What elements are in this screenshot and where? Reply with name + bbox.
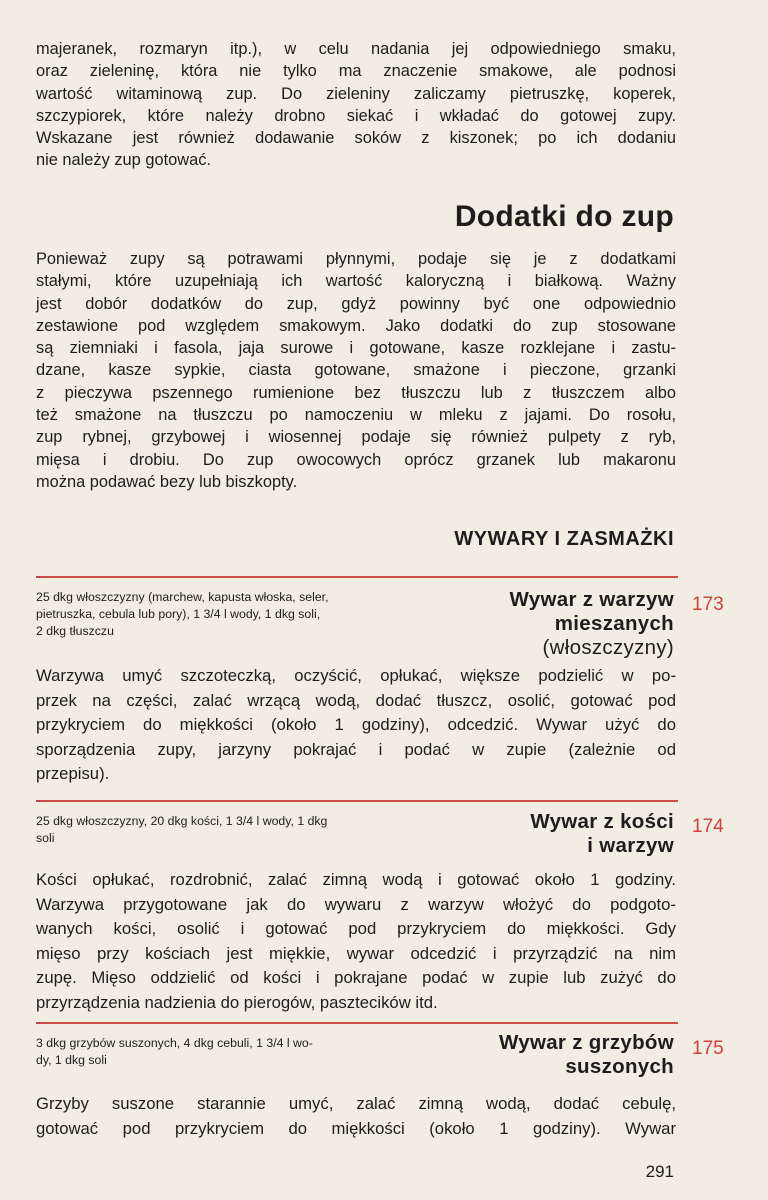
intro-paragraph [36,38,676,172]
recipe-title-line: Wywar z warzyw [509,588,674,611]
ingredients-line: pietruszka, cebula lub pory), 1 3/4 l wody, 1 dkg soli, [36,607,321,621]
text-line: z pieczywa pszennego rumienione bez tłuszczu lub z tłuszczem albo [36,383,676,402]
text-line: przek na części, zalać wrzącą wodą, dodać tłuszcz, osolić, gotować pod [36,690,676,710]
text-line: mięso przy kościach jest miękkie, wywar odcedzić i przyrządzić na nim [36,943,676,963]
text-line: zupę. Mięso oddzielić od kości i pokrajane podać w zupie lub zużyć do [36,968,676,987]
text-line: wanych kości, osolić i gotować pod przykryciem do miękkości. Gdy [36,919,676,938]
recipe-title-line: i warzyw [587,834,674,857]
recipe-body [36,868,676,1015]
section-title: Dodatki do zup [454,200,674,233]
text-line: przykryciem do miękkości (około 1 godziny), odcedzić. Wywar użyć do [36,715,676,734]
recipe-title-line: suszonych [565,1055,674,1078]
recipe-divider [36,576,678,578]
page-number: 291 [645,1162,674,1181]
text-line: Wskazane jest również dodawanie soków z kiszonek; po ich dodaniu [36,129,676,148]
ingredients-line: 25 dkg włoszczyzny (marchew, kapusta włoska, seler, [36,590,329,604]
recipe-ingredients [36,813,448,847]
text-line: gotować pod przykryciem do miękkości (około 1 godziny). Wywar [36,1118,676,1138]
subsection-title: WYWARY I ZASMAŻKI [454,528,674,550]
text-line: oraz zieleninę, która nie tylko ma znaczenie smakowe, ale podnosi [36,62,676,81]
text-line: nie należy zup gotować. [36,151,211,170]
text-line: można podawać bezy lub biszkopty. [36,472,298,491]
text-line: Warzywa umyć szczoteczką, oczyścić, opłukać, większe podzielić w po- [36,666,676,685]
text-line: szczypiorek, które należy drobno siekać i wkładać do gotowej zupy. [36,106,676,125]
recipe-body [36,664,676,787]
text-line: Kości opłukać, rozdrobnić, zalać zimną wodą i gotować około 1 godziny. [36,870,676,889]
ingredients-line: 3 dkg grzybów suszonych, 4 dkg cebuli, 1 3/4 l wo- [36,1036,313,1050]
ingredients-line: 25 dkg włoszczyzny, 20 dkg kości, 1 3/4 l wody, 1 dkg [36,814,328,828]
recipe-number: 175 [692,1038,724,1059]
text-line: Grzyby suszone starannie umyć, zalać zimną wodą, dodać cebulę, [36,1094,676,1113]
text-line: Ponieważ zupy są potrawami płynnymi, podaje się je z dodatkami [36,250,676,268]
text-line: sporządzenia zupy, jarzyny pokrajać i podać w zupie (zależnie od [36,739,676,759]
text-line: przepisu). [36,764,110,783]
text-line: też smażone na tłuszczu po namoczeniu w mleku z jajami. Do rosołu, [36,406,676,425]
recipe-title-line: (włoszczyzny) [542,636,674,659]
recipe-title-line: mieszanych [554,612,674,635]
ingredients-line: soli [36,831,55,845]
recipe-body [36,1092,676,1141]
text-line: przyrządzenia nadzienia do pierogów, pasztecików itd. [36,992,438,1012]
text-line: zestawione pod względem smakowym. Jako dodatki do zup stosowane [36,316,676,335]
section-paragraph [36,248,676,493]
ingredients-line: dy, 1 dkg soli [36,1053,107,1067]
recipe-ingredients [36,1035,448,1069]
recipe-number: 173 [692,594,724,615]
text-line: zup rybnej, grzybowej i wiosennej podaje się również pulpety z ryb, [36,428,676,447]
recipe-ingredients [36,589,448,640]
text-line: wartość witaminową zup. Do zieleniny zaliczamy pietruszkę, koperek, [36,84,676,103]
recipe-title [499,1031,674,1079]
recipe-title [510,588,674,660]
recipe-divider [36,800,678,802]
text-line: majeranek, rozmaryn itp.), w celu nadania jej odpowiedniego smaku, [36,40,676,58]
text-line: jest dobór dodatków do zup, gdyż powinny być one odpowiednio [36,294,676,313]
text-line: stałymi, które uzupełniają ich wartość kaloryczną i białkową. Ważny [36,272,676,291]
recipe-number: 174 [692,816,724,837]
recipe-divider [36,1022,678,1024]
ingredients-line: 2 dkg tłuszczu [36,624,114,638]
text-line: mięsa i drobiu. Do zup owocowych oprócz grzanek lub makaronu [36,450,676,469]
text-line: Warzywa przygotowane jak do wywaru z warzyw włożyć do podgoto- [36,894,676,914]
recipe-title-line: Wywar z kości [530,810,674,833]
recipe-title [530,810,674,858]
text-line: dzane, kasze sypkie, ciasta gotowane, smażone i pieczone, grzanki [36,361,676,380]
recipe-title-line: Wywar z grzybów [499,1031,674,1054]
text-line: są ziemniaki i fasola, jaja surowe i gotowane, kasze rozklejane i zastu- [36,339,676,358]
